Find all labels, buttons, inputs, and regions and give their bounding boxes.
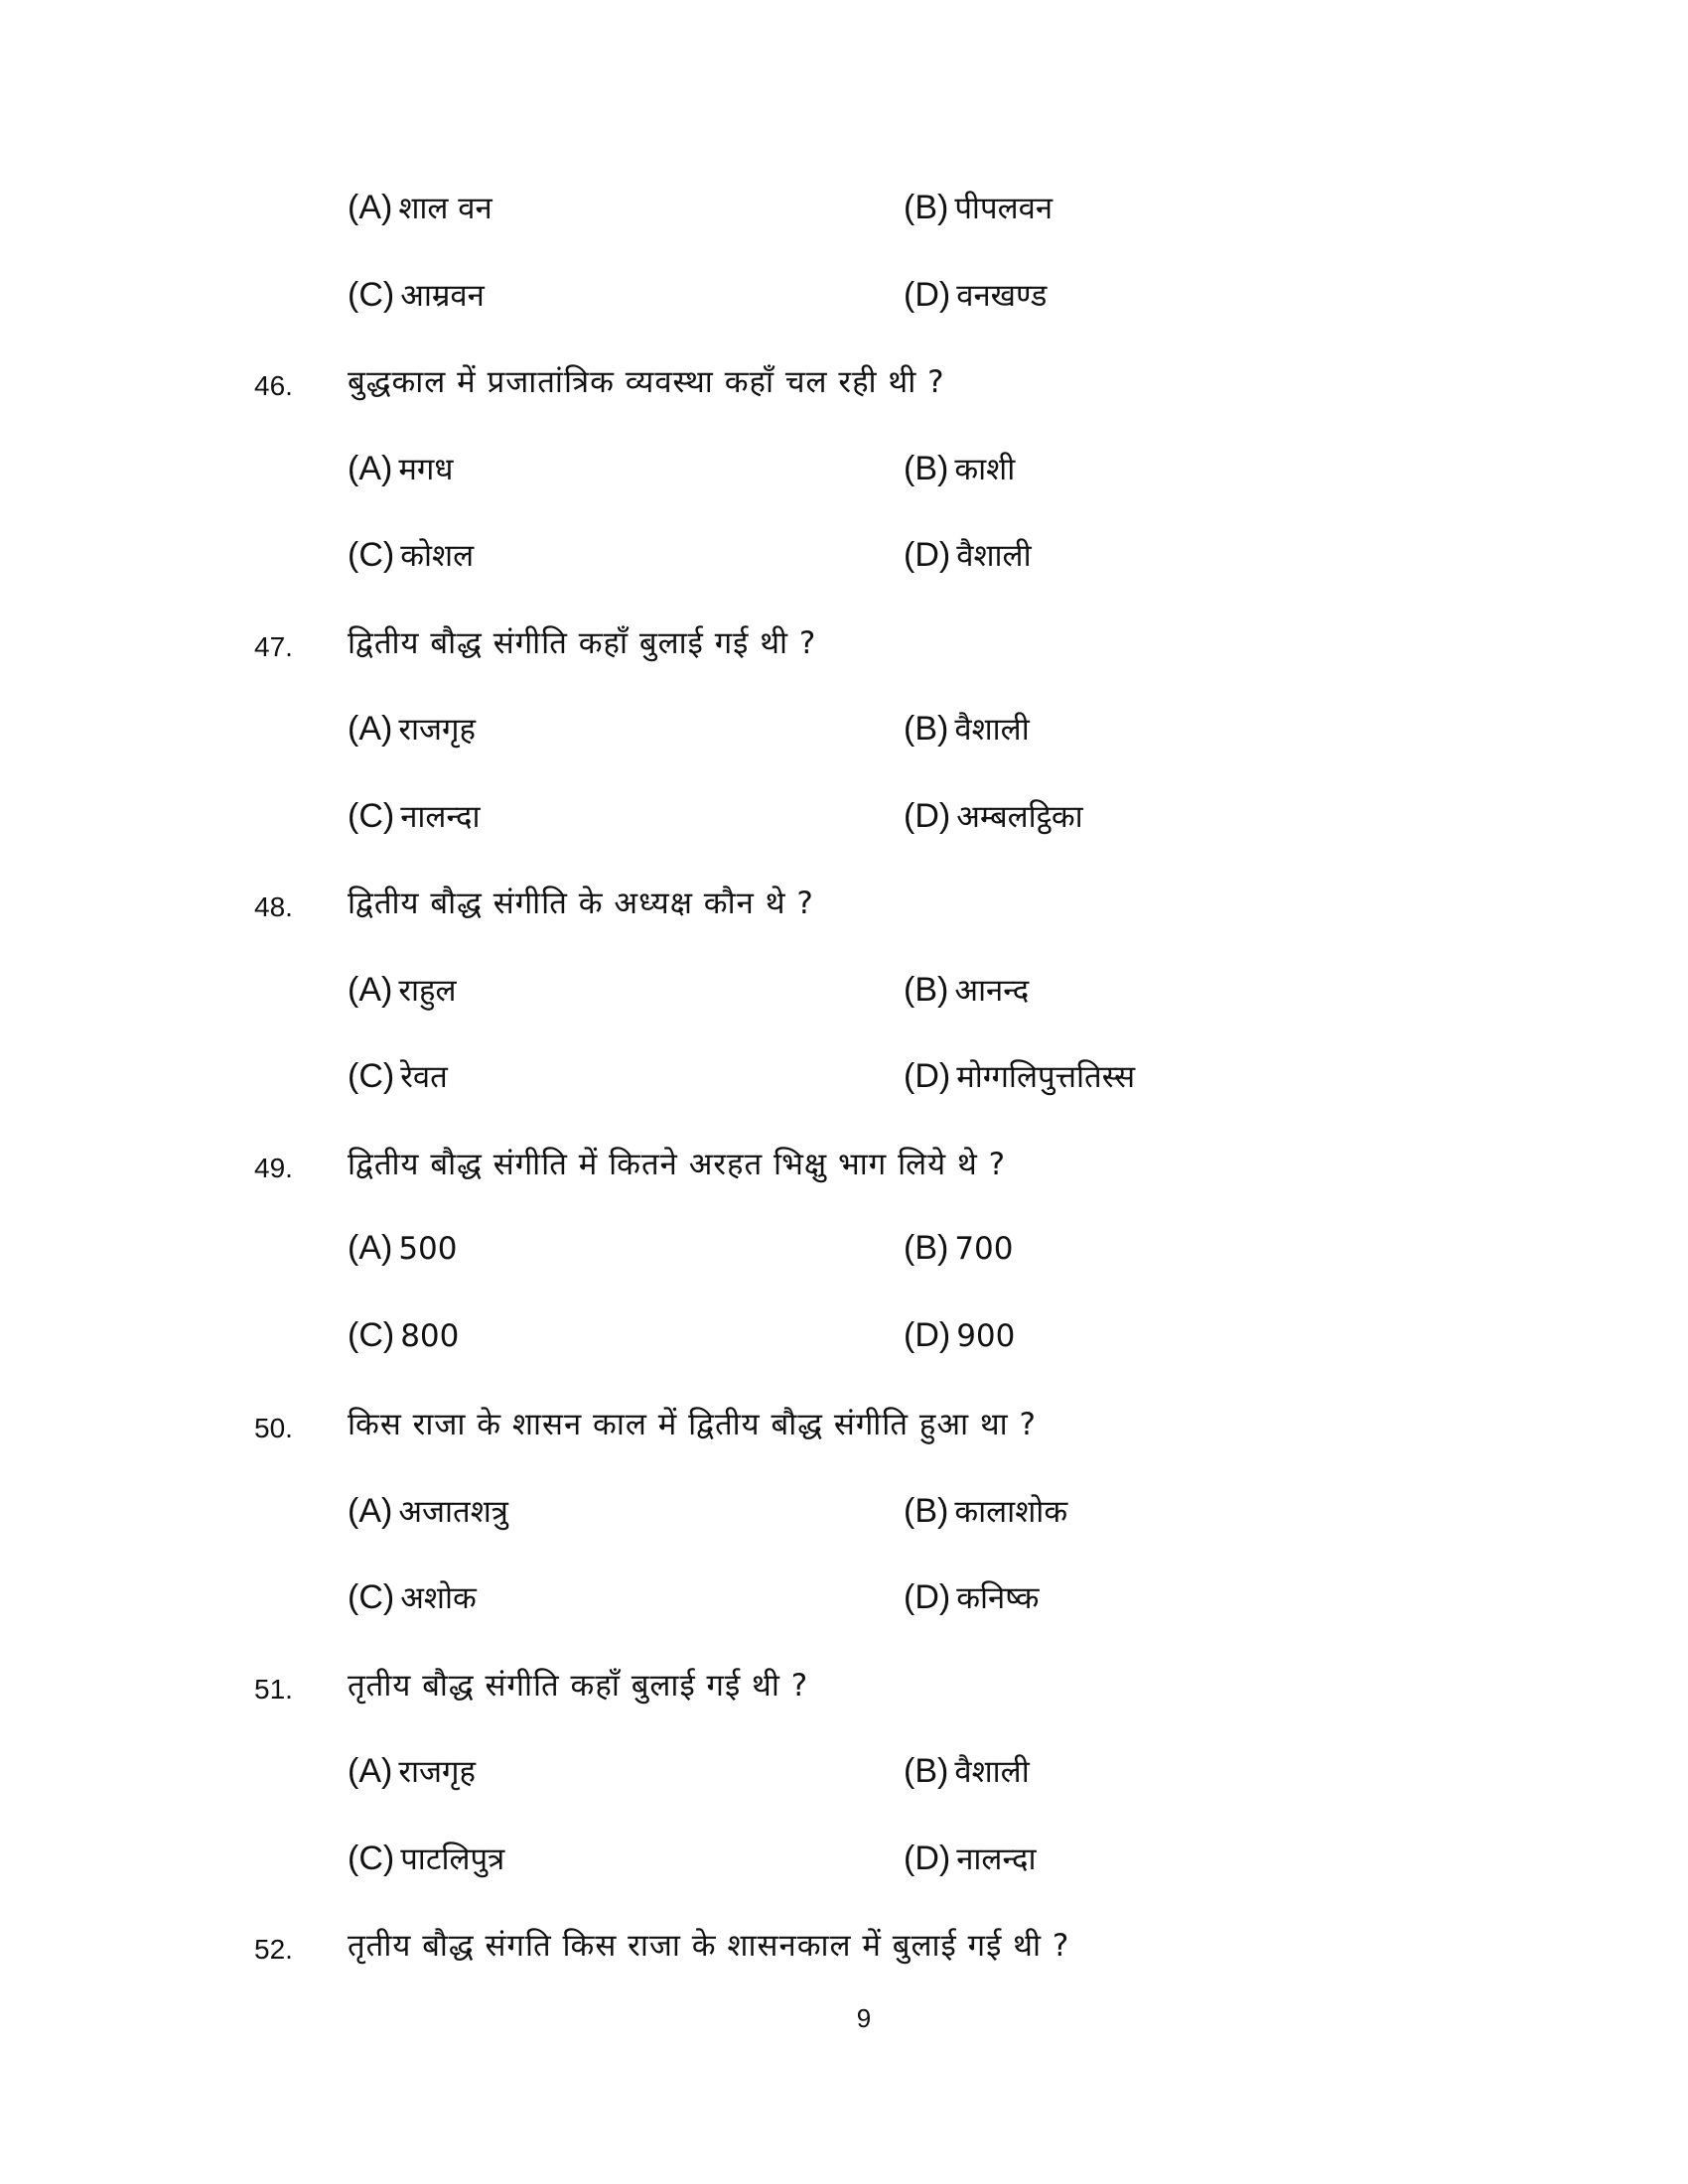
option-label: (C) xyxy=(348,1578,395,1616)
question-number: 49. xyxy=(254,1152,293,1183)
option-text: वैशाली xyxy=(954,1754,1030,1790)
option-label: (C) xyxy=(348,275,395,314)
question xyxy=(0,1664,1688,1723)
option-text: मगध xyxy=(398,451,454,487)
option-label: (D) xyxy=(904,1315,951,1354)
option-label: (C) xyxy=(348,1839,395,1877)
option-label: (D) xyxy=(904,796,951,835)
option-text: कोशल xyxy=(400,538,475,574)
option xyxy=(348,1490,508,1532)
option-label: (C) xyxy=(348,1057,395,1095)
question xyxy=(0,621,1688,681)
options-row xyxy=(0,1576,1688,1636)
option xyxy=(904,1490,1067,1532)
option xyxy=(904,969,1029,1011)
option-text: मोग्गलिपुत्ततिस्स xyxy=(956,1059,1136,1095)
option-text: वैशाली xyxy=(956,538,1032,574)
options-row xyxy=(0,187,1688,246)
question-number: 48. xyxy=(254,891,293,922)
option-text: 500 xyxy=(398,1231,458,1267)
question-text: तृतीय बौद्ध संगति किस राजा के शासनकाल में बुलाई गई थी ? xyxy=(348,1928,1070,1964)
option-text: आनन्द xyxy=(954,972,1030,1009)
option xyxy=(348,448,453,489)
option xyxy=(348,534,474,576)
option xyxy=(904,534,1032,576)
option xyxy=(904,708,1030,750)
question-text: तृतीय बौद्ध संगीति कहाँ बुलाई गई थी ? xyxy=(348,1667,809,1704)
options-row xyxy=(0,448,1688,507)
option-label: (B) xyxy=(904,710,949,748)
option-label: (D) xyxy=(904,275,951,314)
option-text: अम्बलट्ठिका xyxy=(956,798,1083,835)
option xyxy=(348,1229,458,1268)
options-row xyxy=(0,1055,1688,1115)
question-text: किस राजा के शासन काल में द्वितीय बौद्ध संगीति हुआ था ? xyxy=(348,1407,1037,1442)
options-row xyxy=(0,1490,1688,1550)
options-row xyxy=(0,274,1688,334)
option-text: अशोक xyxy=(400,1580,477,1616)
option-text: वनखण्ड xyxy=(956,277,1048,314)
option-text: राहुल xyxy=(398,972,457,1009)
option-text: पाटलिपुत्र xyxy=(400,1841,505,1877)
option-label: (C) xyxy=(348,796,395,835)
option-text: राजगृह xyxy=(398,1754,476,1790)
option-label: (B) xyxy=(904,189,949,226)
option-text: पीपलवन xyxy=(954,191,1054,226)
option xyxy=(348,708,476,750)
option xyxy=(348,1576,477,1618)
option-label: (D) xyxy=(904,1057,951,1095)
option-label: (B) xyxy=(904,449,949,487)
question xyxy=(0,360,1688,420)
option-text: 900 xyxy=(956,1317,1016,1354)
question-number: 50. xyxy=(254,1413,293,1443)
options-row xyxy=(0,1838,1688,1897)
option xyxy=(904,1750,1030,1792)
option-label: (C) xyxy=(348,536,395,574)
option-text: काशी xyxy=(954,451,1016,487)
question-number: 51. xyxy=(254,1673,293,1705)
question xyxy=(0,1924,1688,1983)
option-text: वैशाली xyxy=(954,712,1030,748)
option-label: (B) xyxy=(904,1752,949,1790)
options-row xyxy=(0,1750,1688,1810)
option-label: (A) xyxy=(348,1229,393,1267)
option xyxy=(904,1316,1015,1355)
question-text: द्वितीय बौद्ध संगीति के अध्यक्ष कौन थे ? xyxy=(348,886,814,921)
option-text: 800 xyxy=(400,1317,460,1354)
option xyxy=(904,1229,1014,1268)
option-label: (A) xyxy=(348,1752,393,1790)
option-label: (D) xyxy=(904,536,951,574)
question-number: 52. xyxy=(254,1934,293,1965)
option xyxy=(348,187,492,228)
option xyxy=(348,1055,448,1097)
option-label: (A) xyxy=(348,1491,393,1530)
option-text: नालन्दा xyxy=(400,798,481,835)
options-row xyxy=(0,1316,1688,1376)
question xyxy=(0,882,1688,941)
option xyxy=(904,1576,1039,1618)
option xyxy=(348,1316,459,1355)
options-row xyxy=(0,708,1688,767)
question-text: द्वितीय बौद्ध संगीति में कितने अरहत भिक्षु भाग लिये थे ? xyxy=(348,1146,1007,1182)
option-label: (A) xyxy=(348,449,393,487)
page-number: 9 xyxy=(856,2003,872,2033)
option-label: (A) xyxy=(348,970,393,1009)
option-label: (D) xyxy=(904,1578,951,1616)
option xyxy=(904,1055,1135,1097)
option-text: आम्रवन xyxy=(400,277,485,314)
option xyxy=(348,1750,476,1792)
question-text: द्वितीय बौद्ध संगीति कहाँ बुलाई गई थी ? xyxy=(348,624,817,661)
option xyxy=(904,1838,1037,1879)
option-text: अजातशत्रु xyxy=(398,1493,508,1530)
options-row xyxy=(0,534,1688,594)
option-label: (B) xyxy=(904,970,949,1009)
option-text: 700 xyxy=(954,1231,1014,1267)
option xyxy=(904,795,1083,837)
option xyxy=(904,274,1047,316)
options-row xyxy=(0,1229,1688,1289)
option-label: (B) xyxy=(904,1491,949,1530)
question-number: 47. xyxy=(254,630,293,662)
question xyxy=(0,1143,1688,1202)
question-number: 46. xyxy=(254,370,293,401)
option-label: (B) xyxy=(904,1229,949,1267)
option-text: रेवत xyxy=(400,1059,448,1095)
question-text: बुद्धकाल में प्रजातांत्रिक व्यवस्था कहाँ चल रही थी ? xyxy=(348,364,945,400)
option xyxy=(904,187,1053,228)
question xyxy=(0,1403,1688,1462)
option-label: (D) xyxy=(904,1839,951,1877)
option-label: (A) xyxy=(348,189,393,226)
option-text: राजगृह xyxy=(398,712,476,748)
option-text: शाल वन xyxy=(398,191,492,226)
option-text: कालाशोक xyxy=(954,1493,1068,1530)
options-row xyxy=(0,969,1688,1028)
option xyxy=(904,448,1015,489)
option-text: नालन्दा xyxy=(956,1841,1037,1877)
option xyxy=(348,795,481,837)
option-label: (C) xyxy=(348,1315,395,1354)
option-text: कनिष्क xyxy=(956,1580,1040,1616)
options-row xyxy=(0,795,1688,855)
option xyxy=(348,1838,504,1879)
option xyxy=(348,969,457,1011)
option xyxy=(348,274,485,316)
option-label: (A) xyxy=(348,710,393,748)
